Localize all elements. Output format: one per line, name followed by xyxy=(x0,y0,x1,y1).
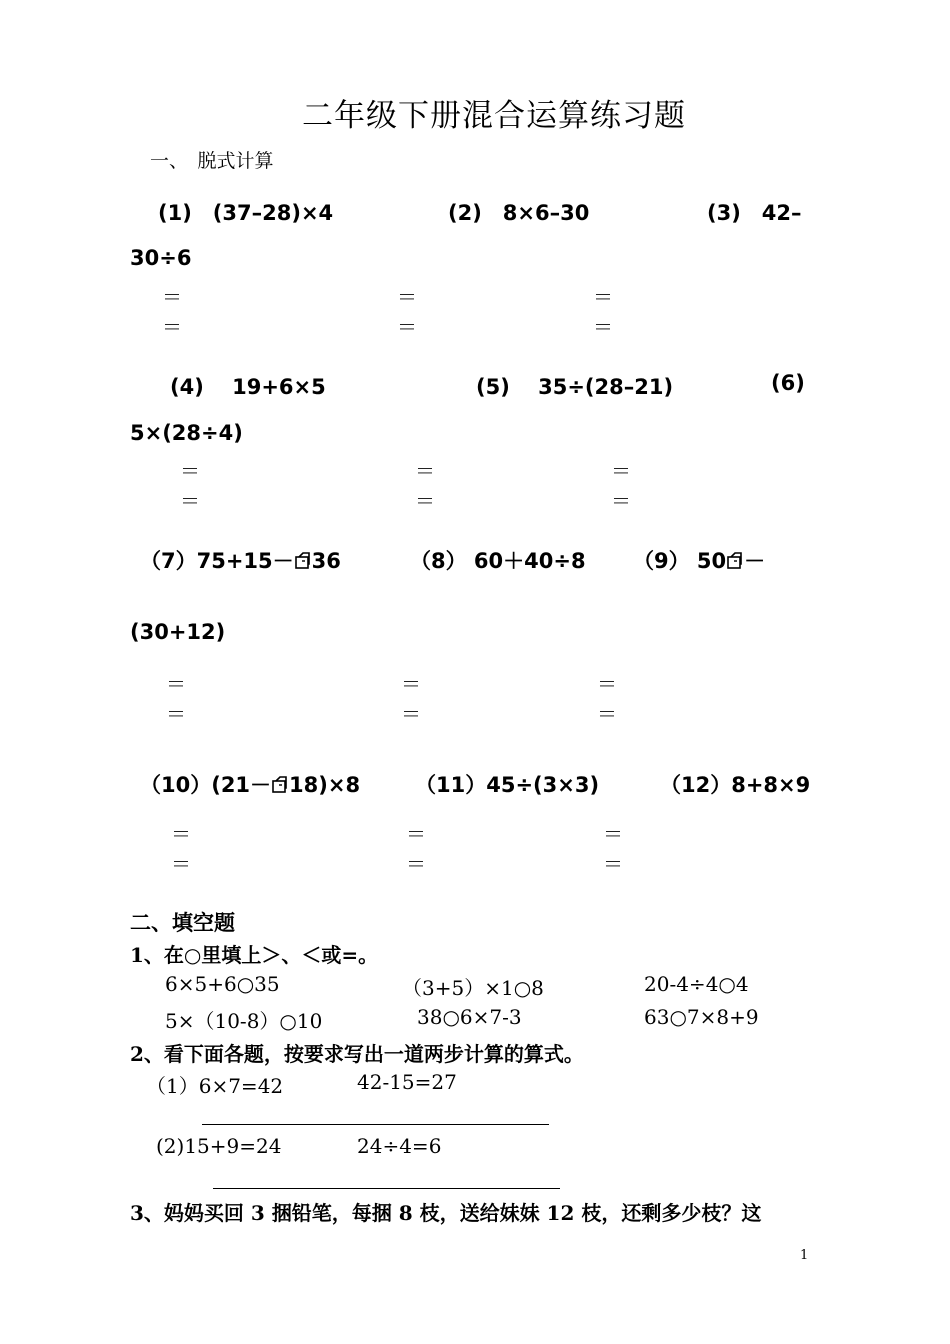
eq-sign: ＝ xyxy=(166,702,186,726)
q1-item: 5×（10-8）○10 xyxy=(165,1009,323,1033)
answer-line[interactable] xyxy=(202,1124,549,1125)
page-number: 1 xyxy=(800,1248,809,1263)
eq-sign: ＝ xyxy=(611,459,631,483)
eq-sign: ＝ xyxy=(415,489,435,513)
q2-b-step2: 24÷4=6 xyxy=(357,1134,442,1158)
problem-12: （12）8+8×9 xyxy=(660,773,811,797)
eq-sign: ＝ xyxy=(415,459,435,483)
eq-sign: ＝ xyxy=(406,822,426,846)
q2-a-step1: （1）6×7=42 xyxy=(146,1074,284,1098)
eq-sign: ＝ xyxy=(397,315,417,339)
problem-7 xyxy=(140,545,341,575)
eq-sign: ＝ xyxy=(162,285,182,309)
problem-7-text: （7）75+15－ xyxy=(140,549,294,573)
problem-6: (6) xyxy=(771,371,805,395)
q3-prompt: 3、妈妈买回 3 捆铅笔，每捆 8 枝，送给妹妹 12 枝，还剩多少枝？这 xyxy=(130,1201,762,1225)
section2-heading: 二、填空题 xyxy=(130,910,235,935)
eq-sign: ＝ xyxy=(180,489,200,513)
problem-3-wrap: 30÷6 xyxy=(130,246,192,270)
q2-a-step2: 42-15=27 xyxy=(357,1070,457,1094)
problem-8: （8） 60＋40÷8 xyxy=(410,549,586,573)
eq-sign: ＝ xyxy=(401,702,421,726)
eq-sign: ＝ xyxy=(611,489,631,513)
eq-sign: ＝ xyxy=(180,459,200,483)
section1-heading: 一、 脱式计算 xyxy=(150,150,274,172)
glyph-box-icon xyxy=(271,775,289,793)
eq-sign: ＝ xyxy=(162,315,182,339)
eq-sign: ＝ xyxy=(166,672,186,696)
problem-9 xyxy=(633,545,765,575)
glyph-box-icon xyxy=(726,551,744,569)
problem-9-text: （9） 50 xyxy=(633,549,727,573)
q2-prompt: 2、看下面各题，按要求写出一道两步计算的算式。 xyxy=(130,1042,584,1066)
problem-2: (2) 8×6–30 xyxy=(448,201,590,225)
problem-9-tail: － xyxy=(744,549,766,573)
q1-item: 6×5+6○35 xyxy=(165,972,280,996)
problem-10-tail: 18)×8 xyxy=(289,773,361,797)
problem-10-text: （10）(21－ xyxy=(140,773,272,797)
problem-1: (1) (37–28)×4 xyxy=(158,201,334,225)
eq-sign: ＝ xyxy=(597,672,617,696)
q1-item: 20-4÷4○4 xyxy=(644,972,749,996)
q1-item: 63○7×8+9 xyxy=(644,1005,759,1029)
problem-11: （11）45÷(3×3) xyxy=(415,773,600,797)
q1-item: 38○6×7-3 xyxy=(417,1005,522,1029)
answer-line[interactable] xyxy=(213,1188,560,1189)
eq-sign: ＝ xyxy=(597,702,617,726)
problem-3: (3) 42– xyxy=(707,201,802,225)
eq-sign: ＝ xyxy=(401,672,421,696)
eq-sign: ＝ xyxy=(603,822,623,846)
eq-sign: ＝ xyxy=(171,822,191,846)
eq-sign: ＝ xyxy=(603,852,623,876)
problem-9-wrap: (30+12) xyxy=(130,620,226,644)
glyph-box-icon xyxy=(294,551,312,569)
eq-sign: ＝ xyxy=(593,315,613,339)
q1-item: （3+5）×1○8 xyxy=(402,976,544,1000)
page-title: 二年级下册混合运算练习题 xyxy=(302,98,686,134)
problem-4: (4) 19+6×5 xyxy=(170,375,326,399)
problem-5: (5) 35÷(28–21) xyxy=(476,375,674,399)
q1-prompt: 1、在○里填上＞、＜或=。 xyxy=(130,943,379,967)
eq-sign: ＝ xyxy=(397,285,417,309)
eq-sign: ＝ xyxy=(593,285,613,309)
eq-sign: ＝ xyxy=(406,852,426,876)
q2-b-step1: (2)15+9=24 xyxy=(156,1134,282,1158)
problem-7-tail: 36 xyxy=(311,549,341,573)
problem-6-wrap: 5×(28÷4) xyxy=(130,421,243,445)
eq-sign: ＝ xyxy=(171,852,191,876)
problem-10 xyxy=(140,769,360,799)
